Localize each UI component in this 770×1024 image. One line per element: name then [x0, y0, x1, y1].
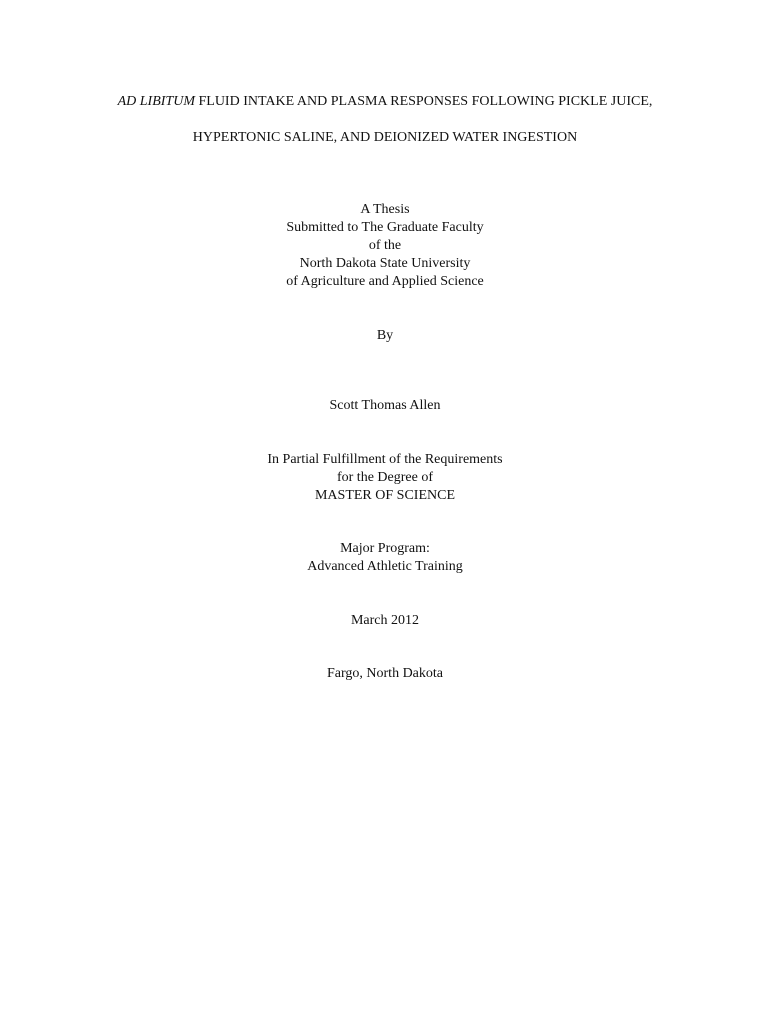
submission-line-4: North Dakota State University: [299, 256, 471, 271]
location: Fargo, North Dakota: [327, 666, 443, 681]
submission-line-3: of the: [368, 238, 402, 253]
submission-line-2: Submitted to The Graduate Faculty: [286, 220, 484, 235]
submission-date: March 2012: [350, 613, 420, 628]
program-name: Advanced Athletic Training: [307, 559, 463, 574]
title-line-1-rest: FLUID INTAKE AND PLASMA RESPONSES FOLLOWING PICKLE JUICE,: [194, 94, 653, 109]
submission-line-5: of Agriculture and Applied Science: [286, 274, 484, 289]
fulfillment-line-2: for the Degree of: [336, 470, 433, 485]
program-label: Major Program:: [340, 541, 430, 556]
title-italic-phrase: AD LIBITUM: [117, 94, 195, 109]
author-name: Scott Thomas Allen: [329, 398, 441, 413]
fulfillment-line-1: In Partial Fulfillment of the Requirements: [267, 452, 503, 467]
degree-name: MASTER OF SCIENCE: [314, 488, 456, 503]
title-line-1: [0, 93, 770, 111]
title-line-2: HYPERTONIC SALINE, AND DEIONIZED WATER INGESTION: [192, 130, 578, 145]
by-label: By: [376, 328, 394, 343]
submission-line-1: A Thesis: [360, 202, 410, 217]
